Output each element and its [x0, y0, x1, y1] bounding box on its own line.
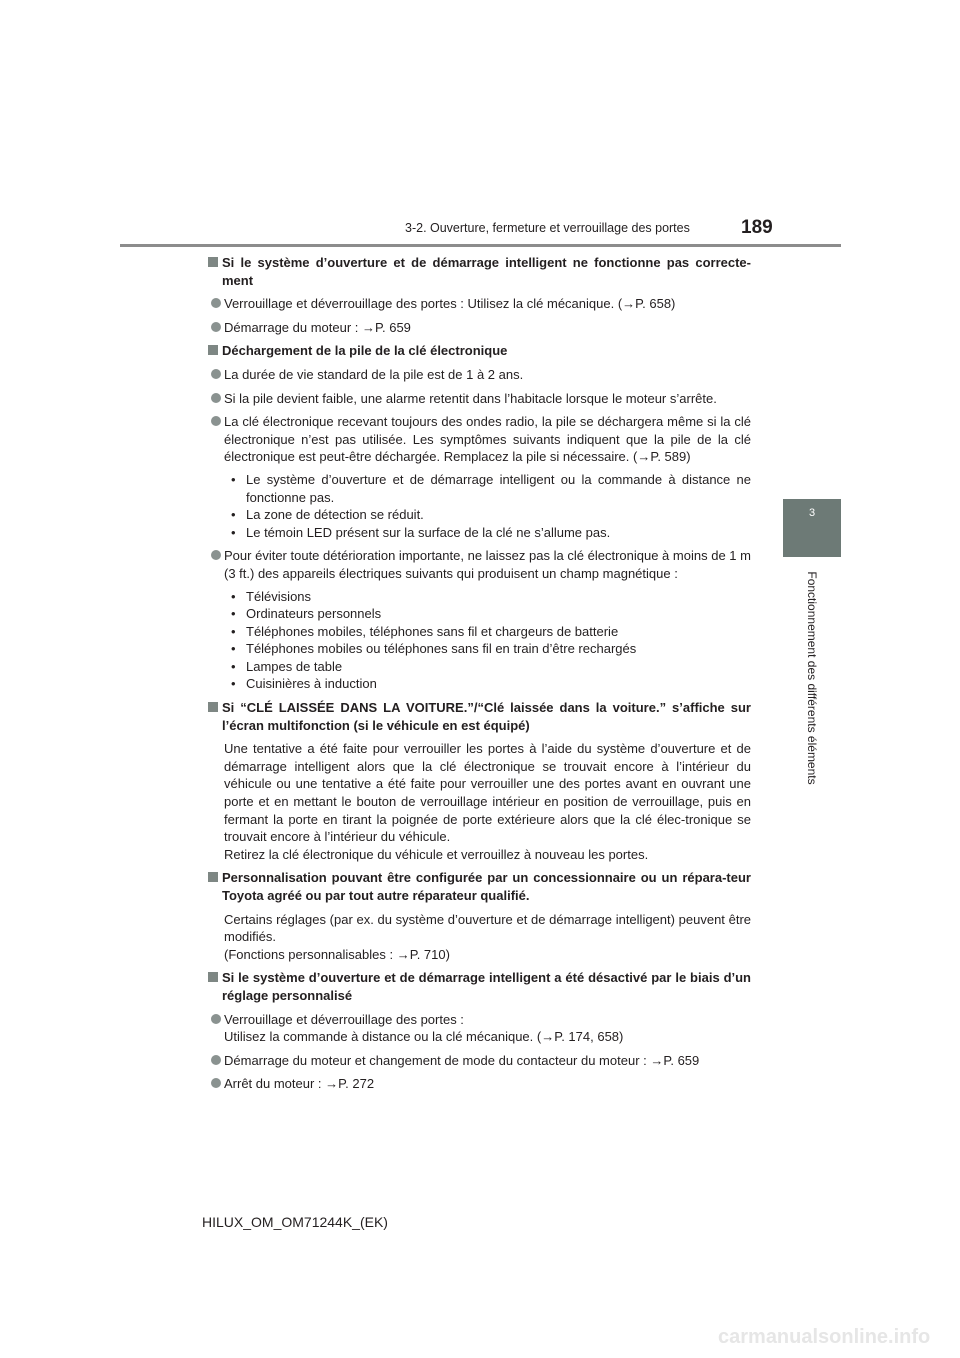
header-section-title: 3-2. Ouverture, fermeture et verrouillage des portes: [405, 221, 690, 235]
section-heading: Si le système d’ouverture et de démarrage intelligent ne fonctionne pas correcte-ment: [207, 254, 751, 289]
sub-list-item: • Télévisions: [224, 588, 751, 606]
section-heading: Si le système d’ouverture et de démarrage intelligent a été désactivé par le biais d’un réglage personnalisé: [207, 969, 751, 1004]
sub-list-item: • Le système d’ouverture et de démarrage intelligent ou la commande à distance ne fonctionne pas.: [224, 471, 751, 506]
section-heading: Déchargement de la pile de la clé électronique: [207, 342, 751, 360]
bullet-item: La clé électronique recevant toujours des ondes radio, la pile se déchargera même si la clé électronique n’est pas utilisée. Les symptômes suivants indiquent que la pile de la clé électronique est peut-être déchargée. Remplacez la pile si nécessaire. (→P. 589): [207, 413, 751, 466]
page-number: 189: [741, 217, 773, 238]
section-heading: Personnalisation pouvant être configurée par un concessionnaire ou un répara-teur Toyota agréé ou par tout autre réparateur qualifié.: [207, 869, 751, 904]
bullet-item: Si la pile devient faible, une alarme retentit dans l’habitacle lorsque le moteur s’arrête.: [207, 390, 751, 408]
chapter-number: 3: [808, 507, 816, 519]
bullet-item: Verrouillage et déverrouillage des portes : Utilisez la clé mécanique. (→P. 658): [207, 295, 751, 313]
bullet-item: Arrêt du moteur : →P. 272: [207, 1075, 751, 1093]
sub-list-item: • Ordinateurs personnels: [224, 605, 751, 623]
header-divider: [120, 244, 841, 247]
sub-list-item: • Téléphones mobiles ou téléphones sans fil en train d’être rechargés: [224, 640, 751, 658]
sub-list-item: • Le témoin LED présent sur la surface de la clé ne s’allume pas.: [224, 524, 751, 542]
bullet-item: Démarrage du moteur et changement de mode du contacteur du moteur : →P. 659: [207, 1052, 751, 1070]
sub-list-item: • Téléphones mobiles, téléphones sans fil et chargeurs de batterie: [224, 623, 751, 641]
sub-list-item: • La zone de détection se réduit.: [224, 506, 751, 524]
section-heading: Si “CLÉ LAISSÉE DANS LA VOITURE.”/“Clé laissée dans la voiture.” s’affiche sur l’écran multifonction (si le véhicule en est équipé): [207, 699, 751, 734]
sub-list-item: • Lampes de table: [224, 658, 751, 676]
sub-list-item: • Cuisinières à induction: [224, 675, 751, 693]
chapter-title: Fonctionnement des différents éléments: [805, 571, 819, 785]
bullet-item: Démarrage du moteur : →P. 659: [207, 319, 751, 337]
bullet-item: Pour éviter toute détérioration importante, ne laissez pas la clé électronique à moins de 1 m (3 ft.) des appareils électriques suivants qui produisent un champ magnétique :: [207, 547, 751, 582]
bullet-item: Verrouillage et déverrouillage des portes : Utilisez la commande à distance ou la clé mécanique. (→P. 174, 658): [207, 1011, 751, 1046]
document-code: HILUX_OM_OM71244K_(EK): [202, 1214, 388, 1230]
bullet-item: La durée de vie standard de la pile est de 1 à 2 ans.: [207, 366, 751, 384]
body-paragraph: Certains réglages (par ex. du système d’ouverture et de démarrage intelligent) peuvent être modifiés. (Fonctions personnalisables : →P. 710): [224, 911, 751, 962]
watermark: carmanualsonline.info: [718, 1326, 931, 1348]
sub-list: [207, 471, 751, 541]
sub-list: [207, 588, 751, 694]
page-content: [207, 254, 751, 1099]
body-paragraph: Une tentative a été faite pour verrouiller les portes à l’aide du système d’ouverture et de démarrage intelligent alors que la clé électronique se trouvait encore à l’intérieur du véhicule ou une tentative a été faite pour verrouiller une des portes avant en ouvrant une porte et en mettant le bouton de verrouillage intérieur en position de verrouillage, puis en fermant la porte en tirant la poignée de porte extérieure alors que la clé élec-tronique se trouvait encore à l’intérieur du véhicule. Retirez la clé électronique du véhicule et verrouillez à nouveau les portes.: [224, 741, 751, 862]
chapter-tab: [783, 499, 841, 557]
